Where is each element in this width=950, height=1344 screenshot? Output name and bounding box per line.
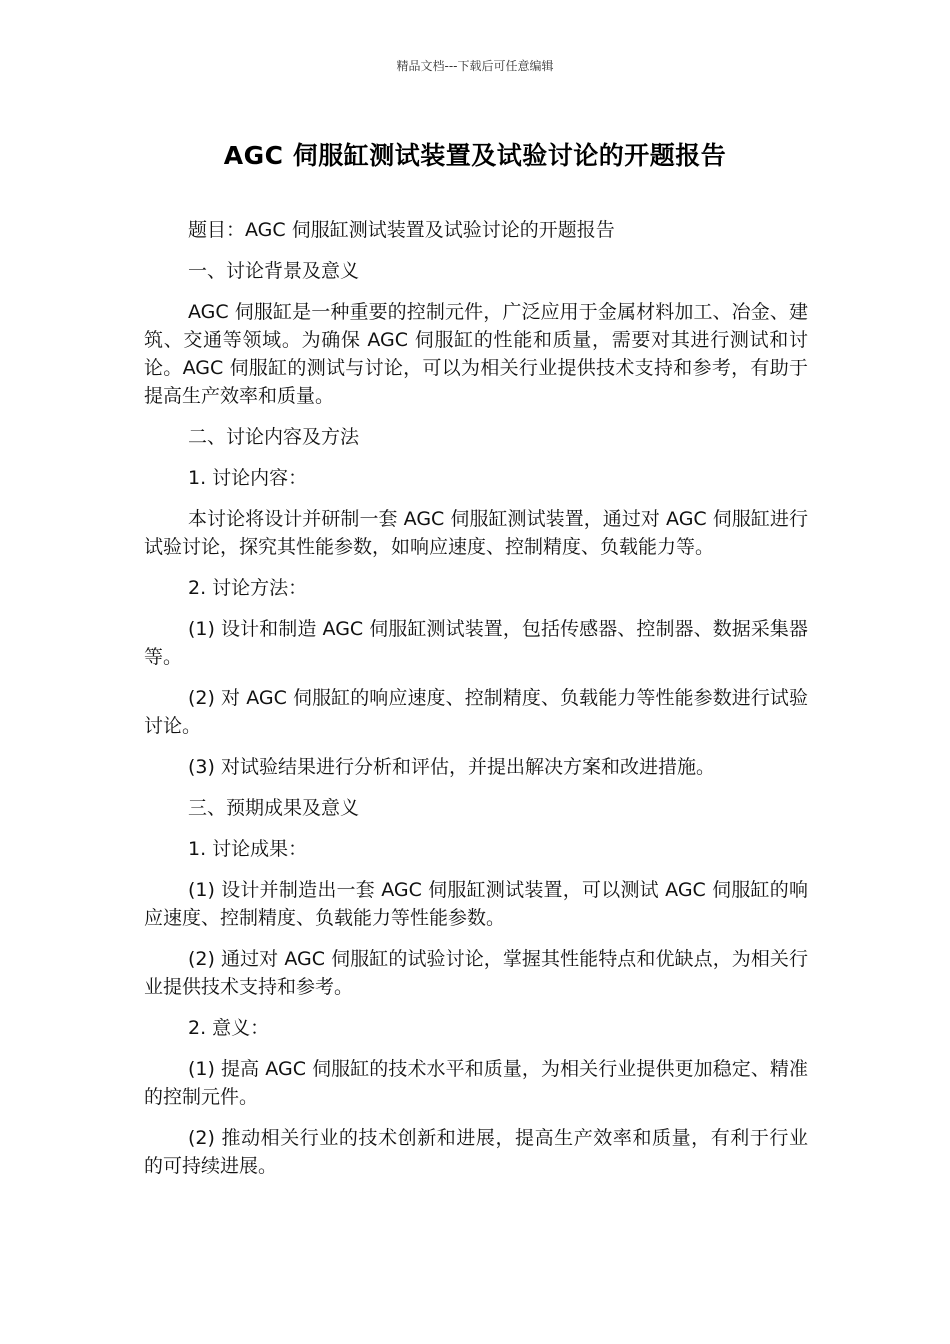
list-item-method-2: (2) 对 AGC 伺服缸的响应速度、控制精度、负载能力等性能参数进行试验讨论。 bbox=[144, 687, 808, 737]
subheading-significance: 2. 意义： bbox=[188, 1017, 270, 1039]
subheading-results: 1. 讨论成果： bbox=[188, 838, 308, 860]
paragraph-background: AGC 伺服缸是一种重要的控制元件，广泛应用于金属材料加工、冶金、建筑、交通等领域。为确保 AGC 伺服缸的性能和质量，需要对其进行测试和讨论。AGC 伺服缸的测试与讨论，可以为相关行业提供技术支持和参考，有助于提高生产效率和质量。 bbox=[144, 301, 808, 407]
paragraph-topic: 题目：AGC 伺服缸测试装置及试验讨论的开题报告 bbox=[188, 219, 615, 241]
subheading-method: 2. 讨论方法： bbox=[188, 577, 308, 599]
section-heading-content-method: 二、讨论内容及方法 bbox=[188, 426, 360, 448]
list-item-method-1: (1) 设计和制造 AGC 伺服缸测试装置，包括传感器、控制器、数据采集器等。 bbox=[144, 618, 808, 668]
subheading-content: 1. 讨论内容： bbox=[188, 467, 308, 489]
list-item-significance-1: (1) 提高 AGC 伺服缸的技术水平和质量，为相关行业提供更加稳定、精准的控制元件。 bbox=[144, 1058, 808, 1108]
header-note: 精品文档---下载后可任意编辑 bbox=[396, 59, 554, 73]
list-item-significance-2: (2) 推动相关行业的技术创新和进展，提高生产效率和质量，有利于行业的可持续进展。 bbox=[144, 1127, 808, 1177]
section-heading-expected-results: 三、预期成果及意义 bbox=[188, 797, 360, 819]
list-item-result-2: (2) 通过对 AGC 伺服缸的试验讨论，掌握其性能特点和优缺点，为相关行业提供技术支持和参考。 bbox=[144, 948, 808, 998]
list-item-result-1: (1) 设计并制造出一套 AGC 伺服缸测试装置，可以测试 AGC 伺服缸的响应速度、控制精度、负载能力等性能参数。 bbox=[144, 879, 808, 929]
section-heading-background: 一、讨论背景及意义 bbox=[188, 260, 360, 282]
paragraph-content: 本讨论将设计并研制一套 AGC 伺服缸测试装置，通过对 AGC 伺服缸进行试验讨论，探究其性能参数，如响应速度、控制精度、负载能力等。 bbox=[144, 508, 808, 558]
list-item-method-3: (3) 对试验结果进行分析和评估，并提出解决方案和改进措施。 bbox=[188, 756, 715, 778]
document-body bbox=[144, 216, 808, 1193]
document-title: AGC 伺服缸测试装置及试验讨论的开题报告 bbox=[223, 141, 727, 170]
